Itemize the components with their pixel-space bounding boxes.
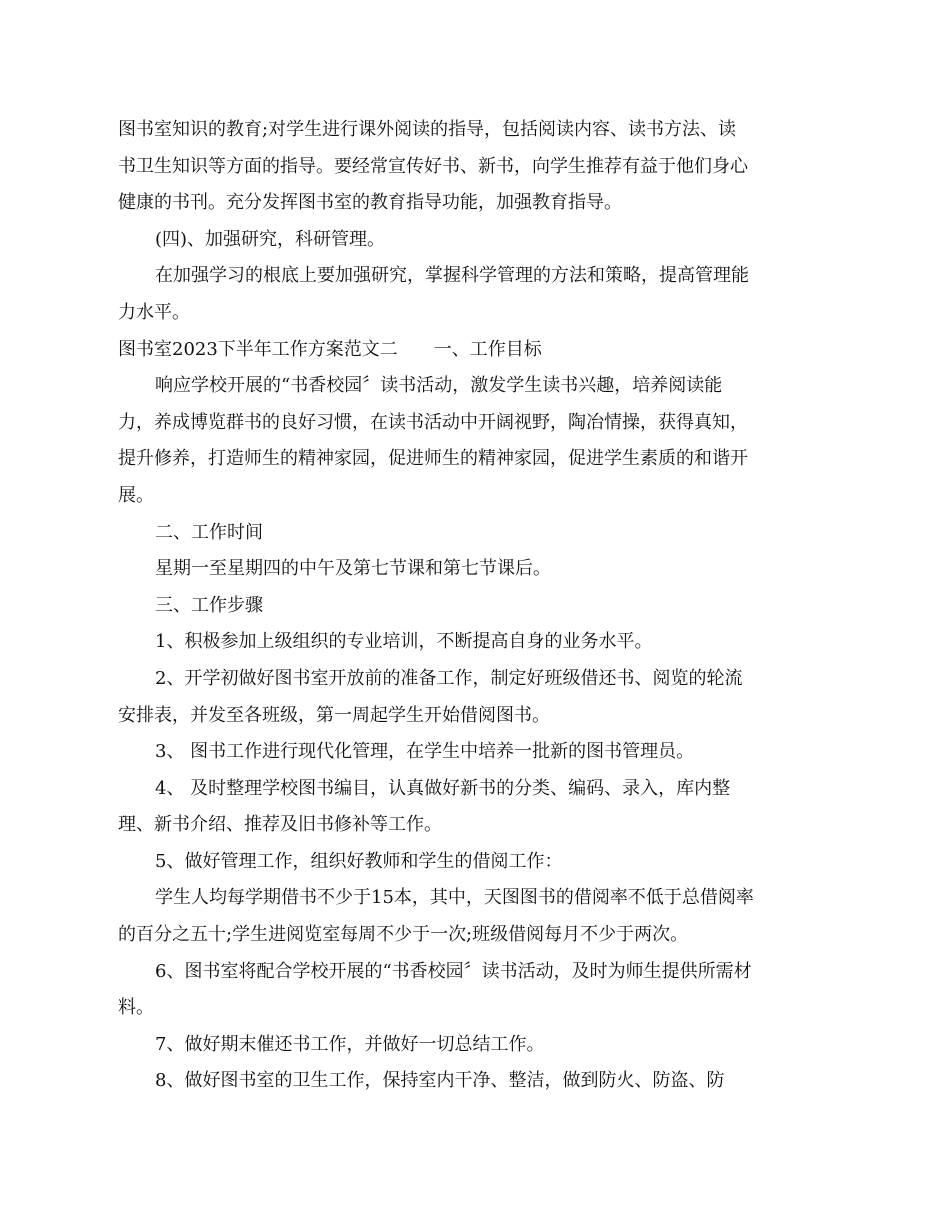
text-line: 力，养成博览群书的良好习惯，在读书活动中开阔视野，陶冶情操，获得真知， [118, 411, 748, 433]
text-line: 学生人均每学期借书不少于15本，其中，天图图书的借阅率不低于总借阅率 [155, 887, 754, 909]
text-line: 提升修养，打造师生的精神家园，促进师生的精神家园，促进学生素质的和谐开 [118, 448, 748, 470]
text-line: 理、新书介绍、推荐及旧书修补等工作。 [118, 814, 442, 836]
text-line: 5、做好管理工作，组织好教师和学生的借阅工作： [155, 850, 563, 872]
text-line: 健康的书刊。充分发挥图书室的教育指导功能，加强教育指导。 [118, 192, 622, 214]
text-line: 响应学校开展的“书香校园〞读书活动，激发学生读书兴趣，培养阅读能 [155, 375, 723, 397]
text-line: 图书室2023下半年工作方案范文二 一、工作目标 [118, 338, 542, 360]
text-line: 安排表，并发至各班级，第一周起学生开始借阅图书。 [118, 704, 550, 726]
text-line: 3、 图书工作进行现代化管理，在学生中培养一批新的图书管理员。 [155, 741, 695, 763]
text-line: 二、工作时间 [155, 521, 263, 543]
text-line: 8、做好图书室的卫生工作，保持室内干净、整洁，做到防火、防盗、防 [155, 1070, 725, 1092]
text-line: 7、做好期末催还书工作，并做好一切总结工作。 [155, 1033, 545, 1055]
text-line: 6、图书室将配合学校开展的“书香校园〞读书活动，及时为师生提供所需材 [155, 960, 752, 982]
text-line: 的百分之五十;学生进阅览室每周不少于一次;班级借阅每月不少于两次。 [118, 924, 689, 946]
text-line: 图书室知识的教育;对学生进行课外阅读的指导，包括阅读内容、读书方法、读 [118, 119, 737, 140]
text-line: 4、 及时整理学校图书编目，认真做好新书的分类、编码、录入，库内整 [155, 777, 731, 799]
text-line: 1、积极参加上级组织的专业培训，不断提高自身的业务水平。 [155, 631, 653, 653]
document-page [118, 112, 818, 1100]
text-line: (四)、加强研究，科研管理。 [155, 228, 386, 250]
text-line: 料。 [118, 997, 154, 1019]
text-line: 在加强学习的根底上要加强研究，掌握科学管理的方法和策略，提高管理能 [155, 265, 749, 287]
text-line: 力水平。 [118, 301, 190, 323]
text-line: 星期一至星期四的中午及第七节课和第七节课后。 [155, 558, 551, 580]
text-line: 书卫生知识等方面的指导。要经常宣传好书、新书，向学生推荐有益于他们身心 [118, 155, 748, 177]
text-line: 展。 [118, 484, 154, 506]
text-line: 2、开学初做好图书室开放前的准备工作，制定好班级借还书、阅览的轮流 [155, 667, 743, 689]
text-line: 三、工作步骤 [155, 594, 263, 616]
